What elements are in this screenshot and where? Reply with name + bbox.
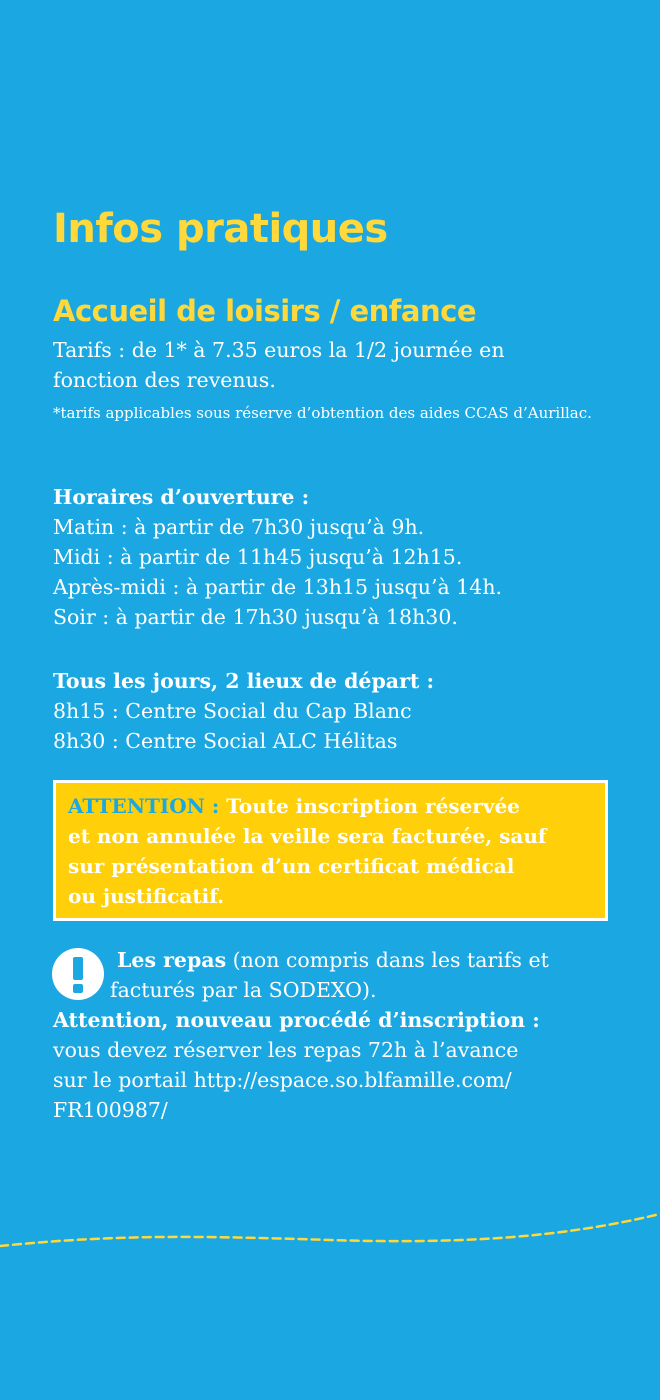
attention-text: et non annulée la veille sera facturée, sauf (68, 824, 547, 848)
horaire-line: Midi : à partir de 11h45 jusqu’à 12h15. (53, 545, 463, 569)
horaires-heading: Horaires d’ouverture : (53, 485, 310, 509)
tarifs-note: *tarifs applicables sous réserve d’obtention des aides CCAS d’Aurillac. (53, 404, 592, 422)
repas-text: vous devez réserver les repas 72h à l’avance (53, 1038, 519, 1062)
repas-block (53, 945, 609, 1125)
page-title: Infos pratiques (53, 206, 388, 252)
decorative-wave (0, 1200, 660, 1260)
portal-link[interactable]: FR100987/ (53, 1098, 168, 1122)
horaire-line: Soir : à partir de 17h30 jusqu’à 18h30. (53, 605, 458, 629)
repas-text: facturés par la SODEXO). (110, 978, 377, 1002)
horaires-block (53, 482, 609, 632)
repas-text: (non compris dans les tarifs et (232, 948, 549, 972)
tarifs-line: Tarifs : de 1* à 7.35 euros la 1/2 journée en (53, 338, 505, 362)
repas-heading: Attention, nouveau procédé d’inscription : (53, 1008, 540, 1032)
departs-block (53, 666, 609, 756)
depart-line: 8h15 : Centre Social du Cap Blanc (53, 699, 412, 723)
portal-link[interactable]: sur le portail http://espace.so.blfamille.com/ (53, 1068, 512, 1092)
attention-text: Toute inscription réservée (226, 794, 520, 818)
attention-text: sur présentation d’un certificat médical (68, 854, 515, 878)
horaire-line: Matin : à partir de 7h30 jusqu’à 9h. (53, 515, 425, 539)
departs-heading: Tous les jours, 2 lieux de départ : (53, 669, 435, 693)
attention-keyword: ATTENTION : (68, 794, 220, 818)
repas-label: Les repas (117, 948, 227, 972)
tarifs-line: fonction des revenus. (53, 368, 276, 392)
section-title: Accueil de loisirs / enfance (53, 294, 476, 328)
horaire-line: Après-midi : à partir de 13h15 jusqu’à 14h. (53, 575, 503, 599)
depart-line: 8h30 : Centre Social ALC Hélitas (53, 729, 398, 753)
attention-notice (53, 780, 608, 921)
attention-text: ou justificatif. (68, 884, 225, 908)
tarifs-block (53, 335, 609, 395)
